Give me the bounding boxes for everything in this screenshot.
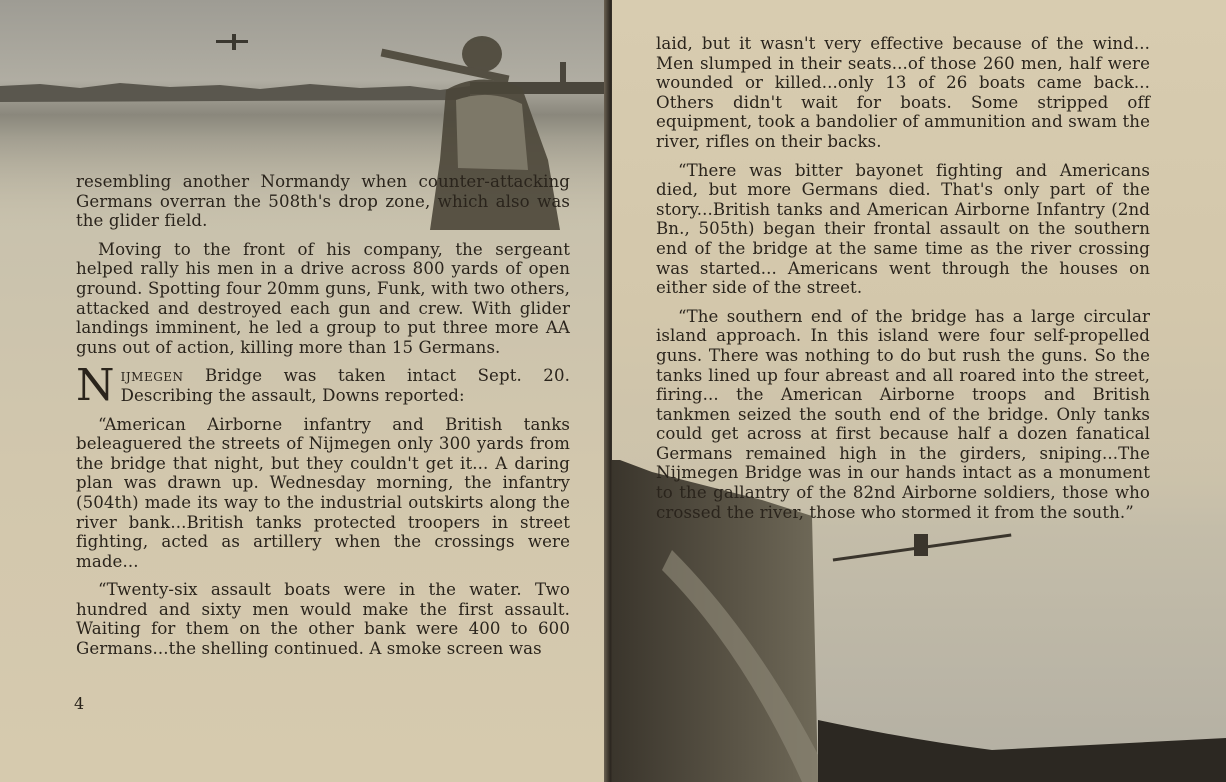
right-page [612, 0, 1226, 782]
right-paragraph-3: “The southern end of the bridge has a large circular island approach. In this island were four self-propelled guns. There was nothing to do but rush the guns. So the tanks lined up four abreast and all roared into the street, firing... the American Airborne troops and British tankmen seized the south end of the bridge. Only tanks could get across at first because half a dozen fanatical Germans remained high in the girders, sniping...The Nijmegen Bridge was in our hands intact as a monument to the gallantry of the 82nd Airborne soldiers, those who crossed the river, those who stormed it from the south.” [656, 306, 1150, 522]
right-paragraph-1: laid, but it wasn't very effective because of the wind... Men slumped in their seats...of those 260 men, half were wounded or killed...only 13 of 26 boats came back... Others didn't wait for boats. Some stripped off equipment, took a bandolier of ammunition and swam the river, rifles on their backs. [656, 34, 1150, 151]
page-number: 4 [74, 694, 85, 713]
right-paragraph-2: “There was bitter bayonet fighting and Americans died, but more Germans died. That's only part of the story...British tanks and American Airborne Infantry (2nd Bn., 505th) began their frontal assault on the southern end of the bridge at the same time as the river crossing was started... Americans went through the houses on either side of the street. [656, 160, 1150, 298]
right-page-text [656, 34, 1150, 531]
left-paragraph-3-text: Bridge was taken intact Sept. 20. Describing the assault, Downs reported: [120, 366, 570, 405]
left-page-text [76, 172, 570, 668]
left-paragraph-4: “American Airborne infantry and British tanks beleaguered the streets of Nijmegen only 300 yards from the bridge that night, but they couldn't get it... A daring plan was drawn up. Wednesday morning, the infantry (504th) made its way to the industrial outskirts along the river bank...British tanks protected troopers in street fighting, acted as artillery when the crossings were made... [76, 414, 570, 571]
left-paragraph-3 [76, 360, 570, 412]
left-paragraph-2: Moving to the front of his company, the sergeant helped rally his men in a drive across 800 yards of open ground. Spotting four 20mm guns, Funk, with two others, attacked and destroyed each gun and crew. With glider landings imminent, he led a group to put three more AA guns out of action, killing more than 15 Germans. [76, 239, 570, 357]
small-caps-word: ijmegen [120, 366, 184, 386]
drop-cap: N [76, 360, 115, 412]
left-page [0, 0, 610, 782]
left-paragraph-1: resembling another Normandy when counter-attacking Germans overran the 508th's drop zone, which also was the glider field. [76, 172, 570, 231]
left-paragraph-5: “Twenty-six assault boats were in the water. Two hundred and sixty men would make the first assault. Waiting for them on the other bank were 400 to 600 Germans...the shelling continued. A smoke screen was [76, 580, 570, 659]
